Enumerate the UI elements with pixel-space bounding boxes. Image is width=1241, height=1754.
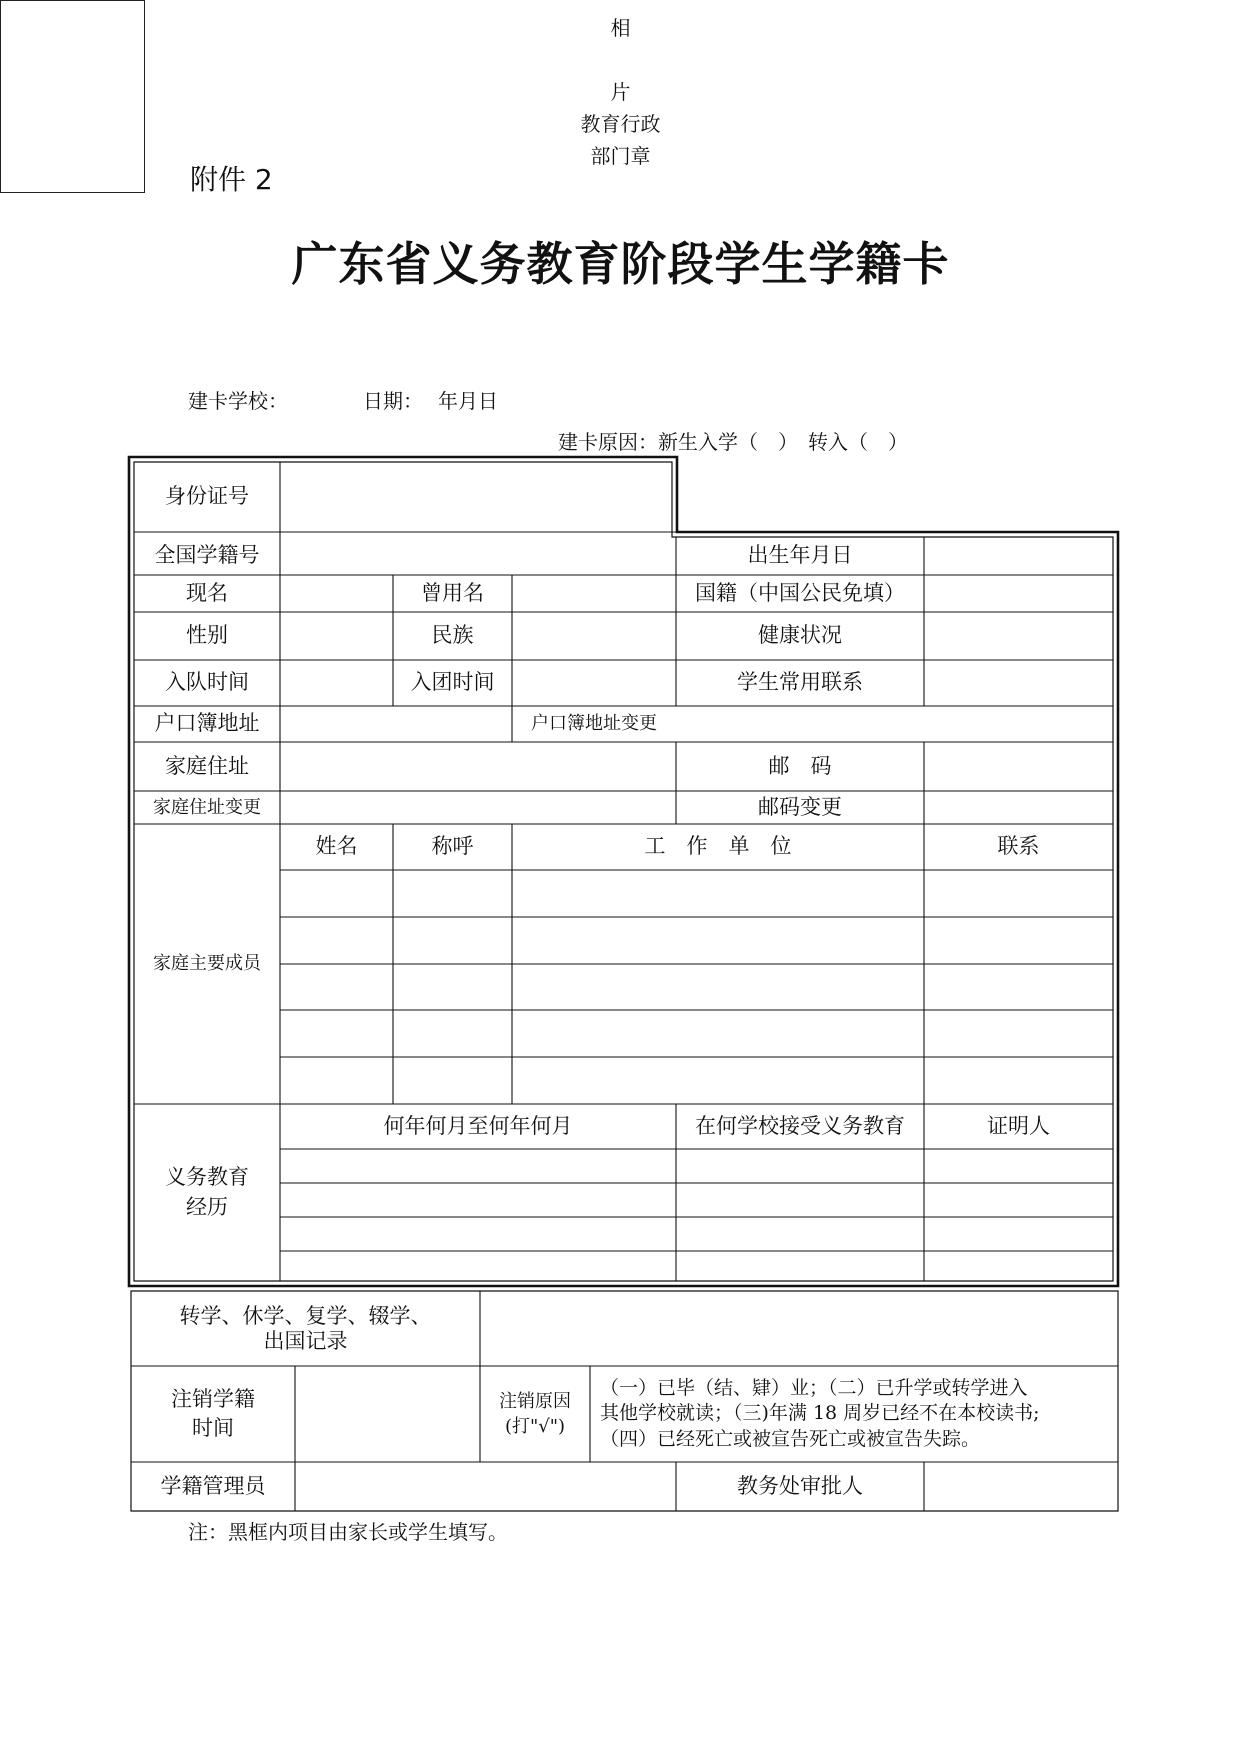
photo-label: 相 bbox=[610, 16, 631, 40]
family-header-name: 姓名 bbox=[315, 834, 358, 859]
edu-header-school: 在何学校接受义务教育 bbox=[695, 1113, 905, 1138]
education-label: 义务教育 经历 bbox=[165, 1165, 249, 1219]
edu-header-witness: 证明人 bbox=[987, 1113, 1050, 1138]
family-members-label: 家庭主要成员 bbox=[153, 953, 261, 975]
footnote: 注：黑框内项目由家长或学生填写。 bbox=[188, 1520, 508, 1544]
team-join-label: 入队时间 bbox=[165, 670, 249, 695]
league-join-label: 入团时间 bbox=[410, 670, 495, 695]
page-title: 广东省义务教育阶段学生学籍卡 bbox=[291, 237, 950, 291]
edu-header-period: 何年何月至何年何月 bbox=[383, 1113, 573, 1138]
cancel-time-label: 注销学籍 时间 bbox=[171, 1386, 255, 1440]
birth-date-label: 出生年月日 bbox=[747, 543, 853, 568]
id-number-label: 身份证号 bbox=[165, 484, 249, 509]
postcode-label: 邮 码 bbox=[768, 753, 832, 778]
home-change-label: 家庭住址变更 bbox=[153, 796, 261, 818]
attachment-label: 附件 2 bbox=[190, 163, 273, 196]
health-label: 健康状况 bbox=[758, 623, 842, 648]
date-label: 日期： bbox=[363, 389, 423, 413]
photo-label: 片 bbox=[610, 80, 631, 104]
national-student-id-label: 全国学籍号 bbox=[154, 543, 260, 568]
approver-label: 教务处审批人 bbox=[737, 1473, 863, 1498]
former-name-label: 曾用名 bbox=[421, 580, 484, 605]
cancel-reason-label: 注销原因 (打"√") bbox=[499, 1390, 571, 1437]
hukou-address-label: 户口簿地址 bbox=[154, 711, 260, 736]
stamp-label: 部门章 bbox=[590, 144, 651, 168]
gender-label: 性别 bbox=[186, 623, 228, 648]
registrar-label: 学籍管理员 bbox=[160, 1473, 266, 1498]
family-header-relation: 称呼 bbox=[431, 834, 474, 859]
nationality-label: 国籍（中国公民免填） bbox=[695, 580, 905, 605]
current-name-label: 现名 bbox=[186, 580, 228, 605]
stamp-label: 教育行政 bbox=[580, 112, 661, 136]
family-header-workplace: 工 作 单 位 bbox=[644, 834, 792, 859]
hukou-change-label: 户口簿地址变更 bbox=[531, 713, 657, 735]
school-label: 建卡学校： bbox=[188, 389, 288, 413]
ethnicity-label: 民族 bbox=[431, 623, 474, 648]
transfer-record-label: 转学、休学、复学、辍学、 出国记录 bbox=[179, 1304, 432, 1353]
postcode-change-label: 邮码变更 bbox=[758, 794, 842, 819]
cancel-reason-text: （一）已毕（结、肄）业；（二）已升学或转学进入 其他学校就读；（三)年满 18 周岁已经不在本校读书; （四）已经死亡或被宣告死亡或被宣告失踪。 bbox=[600, 1376, 1040, 1450]
reason-label: 建卡原因：新生入学（ ） 转入（ ） bbox=[558, 430, 908, 454]
date-value: 年月日 bbox=[438, 389, 498, 413]
contact-label: 学生常用联系 bbox=[737, 670, 863, 695]
family-header-contact: 联系 bbox=[997, 834, 1040, 859]
home-address-label: 家庭住址 bbox=[165, 753, 249, 778]
